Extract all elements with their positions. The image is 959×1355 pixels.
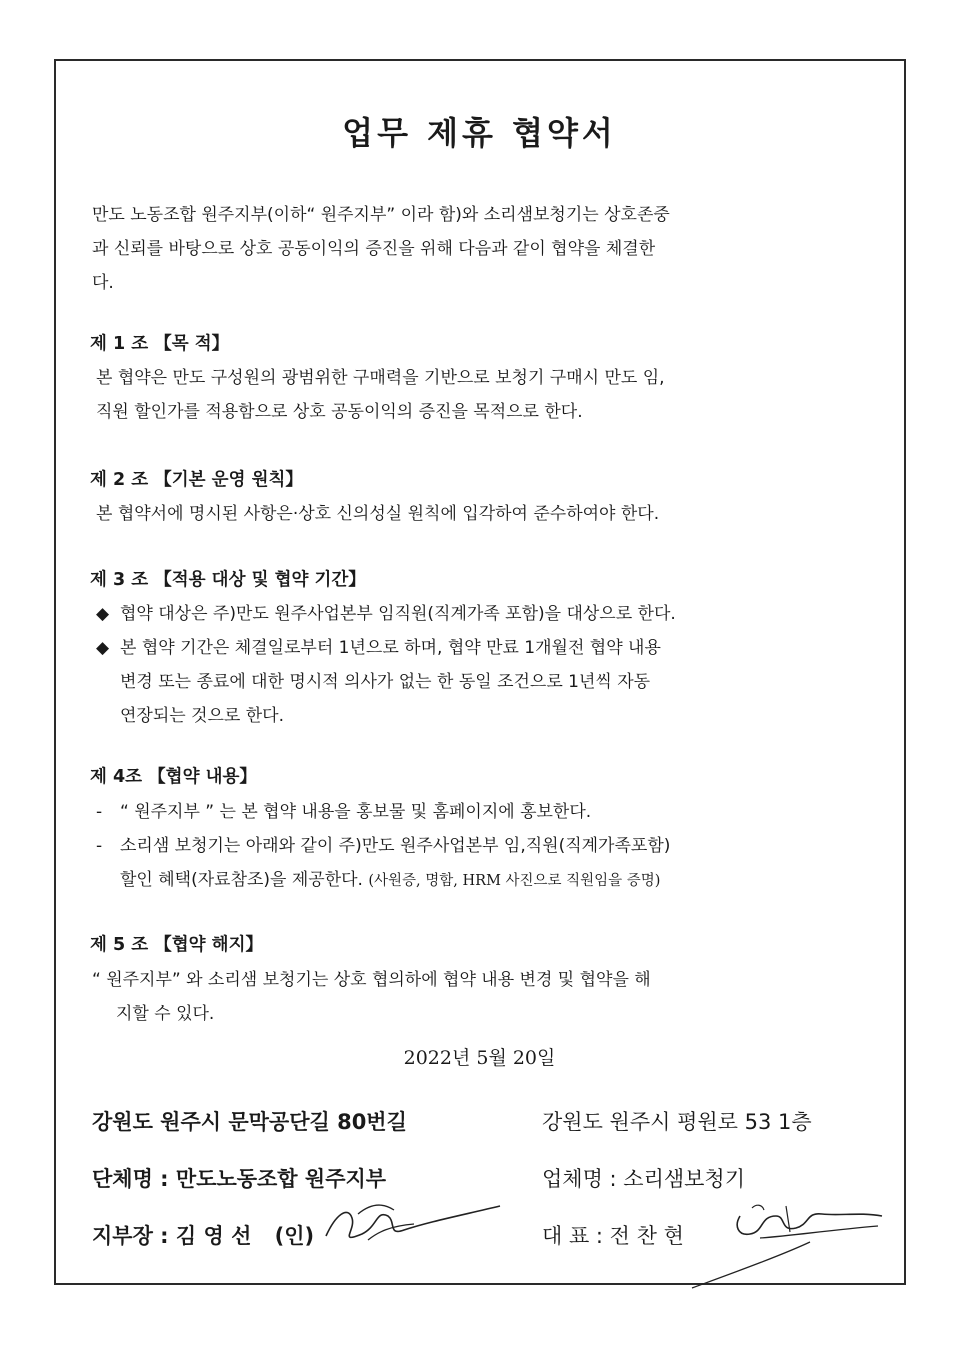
right-party-address: 강원도 원주시 평원로 53 1층	[542, 1110, 812, 1134]
right-signature-icon	[690, 1186, 890, 1296]
left-party-address: 강원도 원주시 문막공단길 80번길	[92, 1110, 407, 1134]
diamond-bullet-icon: ◆	[96, 638, 110, 658]
article-5-heading: 제 5 조 【협약 해지】	[90, 935, 263, 955]
article-line: “ 원주지부 ” 는 본 협약 내용을 홍보물 및 홈페이지에 홍보한다.	[120, 802, 592, 822]
left-party-rep-name: 지부장 : 김 영 선	[92, 1224, 252, 1248]
document-title: 업무 제휴 협약서	[342, 114, 617, 152]
seal-mark: (인)	[274, 1224, 315, 1248]
article-line: 소리샘 보청기는 아래와 같이 주)만도 원주사업본부 임,직원(직계가족포함)	[120, 836, 671, 856]
left-party-rep	[92, 1220, 314, 1250]
right-party-org: 업체명 : 소리샘보청기	[542, 1167, 745, 1191]
left-party-org: 단체명 : 만도노동조합 원주지부	[92, 1167, 387, 1191]
intro-line: 과 신뢰를 바탕으로 상호 공동이익의 증진을 위해 다음과 같이 협약을 체결한	[92, 239, 656, 259]
article-1-body	[96, 361, 866, 429]
article-line: 연장되는 것으로 한다.	[120, 706, 285, 726]
article-2-body	[96, 497, 866, 531]
article-line: 변경 또는 종료에 대한 명시적 의사가 없는 한 동일 조건으로 1년씩 자동	[120, 672, 651, 692]
article-3-item-2	[96, 631, 866, 733]
article-line: 직원 할인가를 적용함으로 상호 공동이익의 증진을 목적으로 한다.	[96, 402, 583, 422]
article-line: 본 협약 기간은 체결일로부터 1년으로 하며, 협약 만료 1개월전 협약 내용	[120, 638, 661, 658]
intro-line: 만도 노동조합 원주지부(이하“ 원주지부” 이라 함)와 소리샘보청기는 상호존중	[92, 205, 670, 225]
article-4-item-1	[96, 795, 866, 829]
article-4-heading: 제 4조 【협약 내용】	[90, 767, 257, 787]
article-2-heading: 제 2 조 【기본 운영 원칙】	[90, 470, 303, 490]
article-line: 지할 수 있다.	[116, 1004, 215, 1024]
article-line-text: 할인 혜택(자료참조)을 제공한다.	[120, 870, 363, 890]
dash-bullet-icon: -	[96, 836, 103, 856]
article-3-heading: 제 3 조 【적용 대상 및 협약 기간】	[90, 570, 366, 590]
diamond-bullet-icon: ◆	[96, 604, 110, 624]
article-1-heading: 제 1 조 【목 적】	[90, 334, 230, 354]
left-signature-icon	[318, 1196, 508, 1256]
agreement-date: 2022년 5월 20일	[403, 1047, 556, 1069]
article-5-body	[92, 963, 852, 1031]
intro-paragraph	[92, 198, 864, 300]
article-note: (사원증, 명함, HRM 사진으로 직원임을 증명)	[368, 873, 661, 889]
intro-line: 다.	[92, 273, 114, 293]
dash-bullet-icon: -	[96, 802, 103, 822]
article-line: 본 협약서에 명시된 사항은·상호 신의성실 원칙에 입각하여 준수하여야 한다.	[96, 504, 660, 524]
right-party-rep: 대 표 : 전 찬 현	[542, 1224, 684, 1248]
article-line	[120, 863, 866, 898]
article-line: “ 원주지부” 와 소리샘 보청기는 상호 협의하에 협약 내용 변경 및 협약을 해	[92, 970, 651, 990]
article-4-item-2	[96, 829, 866, 898]
article-line: 협약 대상은 주)만도 원주사업본부 임직원(직계가족 포함)을 대상으로 한다.	[120, 604, 676, 624]
article-line: 본 협약은 만도 구성원의 광범위한 구매력을 기반으로 보청기 구매시 만도 임,	[96, 368, 665, 388]
article-3-item-1	[96, 597, 866, 631]
